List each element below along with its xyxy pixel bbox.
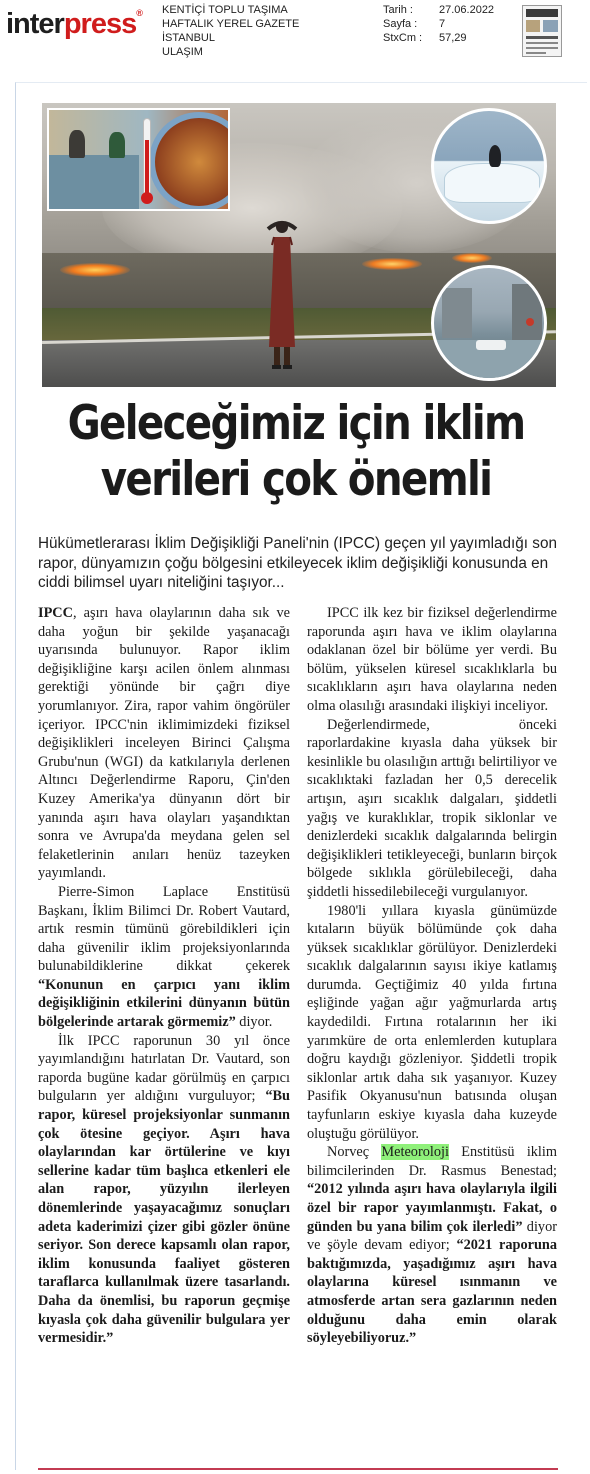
logo-text-accent: press xyxy=(63,8,137,40)
date-value: 27.06.2022 xyxy=(439,4,495,16)
right-column xyxy=(307,604,557,1348)
fire-icon xyxy=(60,263,130,277)
page-row xyxy=(383,17,509,31)
publication-name: KENTİÇİ TOPLU TAŞIMA xyxy=(162,4,288,16)
vautard-quote-2: “Bu rapor, küresel projeksiyonlar sunmanın çok ötesine geçiyor. Aşırı hava olaylarından kar örtülerine ve kıyı sellerine kadar tüm başlıca etkenleri ele alan rapor, yüzyılın ilerleyen dönemlerinde yaşayacağımız sonuçları adeta kaderimizi çizer gibi gözler önüne seriyor. Son derece kapsamlı olan rapor, iklim konusunda faaliyet gösteren taraflarca kullanılmak üzere tasarlandı. Daha da önemlisi, bu raporun geçmişe kıyasla çok daha güvenilir bulgulara yer vermesidir.” xyxy=(38,1088,290,1347)
left-paragraph-3 xyxy=(38,1032,290,1348)
left-p2-text: Pierre-Simon Laplace Enstitüsü Başkanı, İklim Bilimci Dr. Robert Vautard, artık resmin tümünü görebildikleri için daha güvenilir iklim projeksiyonlarında bulunabildiklerine dikkat çekerek xyxy=(38,883,290,975)
page-label: Sayfa : xyxy=(383,18,418,30)
left-p1-text: , aşırı hava olaylarının daha sık ve daha yoğun bir şekilde yaşanacağı uyarısında bulunuyor. Rapor iklim değişikliğine karşı acilen önlem alınması gerektiği yönünde bir çağrı diye yorumlanıyor. Zira, rapor vahim öngörüler içeriyor. IPCC'nin iklimimizdeki fiziksel değişiklikleri inceleyen Birinci Çalışma Grubu'nun (WGI) da katkılarıyla derlenen Altıncı Değerlendirme Raporu, Çin'den Kuzey Amerika'ya dünyanın dört bir yanında aşırı hava olayları yaşandıktan sonra ve Avrupa'da meydana gelen sel felaketlerinin anıları henüz tazeyken yayımlandı. xyxy=(38,605,290,882)
right-paragraph-2: Değerlendirmede, önceki raporlardakine kıyasla daha yüksek bir kesinlikle bu olasılığın arttığı belirtiliyor ve sıcaklıktaki fazladan her 0,5 derecelik artışın, aşırı sıcaklık dalgaları, şiddetli yağış ve kuraklıklar, tropik siklonlar ve denizlerdeki sıcaklık dalgalarında belirgin değişiklikleri tetikleyeceği, bunların birçok bölgede sıklıkla görülebileceği, daha şiddetli hissedilebileceği vurgulanıyor. xyxy=(307,716,557,900)
article-lead: Hükümetlerarası İklim Değişikliği Paneli'nin (IPCC) geçen yıl yayımladığı son rapor, dünyamızın çoğu bölgesini etkileyecek iklim değişikliği konusunda en ciddi bilimsel uyarı niteliğini taşıyor... xyxy=(38,535,557,591)
page-thumbnail[interactable] xyxy=(522,5,562,57)
stxcm-value: 57,29 xyxy=(439,32,467,44)
bottom-rule xyxy=(38,1468,558,1470)
right-p4-mid: Enstitüsü iklim bilimcilerinden Dr. Rasmus Benestad; xyxy=(307,1144,557,1179)
right-paragraph-1: IPCC ilk kez bir fiziksel değerlendirme raporunda aşırı hava ve iklim olaylarına odaklanan özel bir bölüme yer verdi. Bu bölüm, yükselen küresel sıcaklıklarla bu sıcaklıkların aşırı hava olaylarına neden olma olasılığı arasındaki ilişkiyi inceliyor. xyxy=(307,605,557,714)
car-icon xyxy=(476,340,506,350)
woman-figure xyxy=(262,215,302,375)
stop-sign-icon xyxy=(526,318,534,326)
article-headline xyxy=(59,396,534,508)
page-value: 7 xyxy=(439,18,446,30)
clipping-details xyxy=(383,3,509,45)
interpress-logo xyxy=(6,8,142,41)
stxcm-row xyxy=(383,31,509,45)
vautard-quote-1: “Konunun en çarpıcı yanı iklim değişikliğinin etkilerini dünyanın bütün bölgelerinde artarak görmemiz” xyxy=(38,976,290,1031)
headline-line-2: verileri çok önemli xyxy=(100,452,492,507)
publication-city: İSTANBUL xyxy=(162,32,215,44)
penguin-icon xyxy=(489,145,501,167)
meteoroloji-highlight: Meteoroloji xyxy=(381,1144,449,1161)
right-p4-mid2: diyor ve şöyle devam ediyor; xyxy=(307,1218,557,1254)
right-paragraph-4 xyxy=(307,1143,557,1348)
right-paragraph-3: 1980'li yıllara kıyasla günümüzde kıtaların büyük bölümünde çok daha yüksek sıcaklıklar görülüyor. Denizlerdeki sıcaklık dalgalarının sayısı ikiye katlamış durumda. Geçtiğimiz 40 yılda fırtına eşliğinde yağan ağır yağmurlarda artış kaydedildi. Fırtına rotalarının her iki yarımküre de orta enlemlerden kutuplara doğru kaydığı gözleniyor. Şiddetli tropik siklonlar artık daha sık yaşanıyor. Kuzey Pasifik Okyanusu'nun batısında oluşan tayfunların eskiye kıyasla daha kuzeyde oluştuğu görülüyor. xyxy=(307,902,557,1142)
headline-line-1: Geleceğimiz için iklim xyxy=(67,396,525,451)
flood-street-inset xyxy=(431,265,547,381)
left-p3-text: İlk IPCC raporunun 30 yıl önce yayımlandığını hatırlatan Dr. Vautard, son raporda bugüne kadar görülmüş en çarpıcı bulguların yer aldığını vurguluyor; xyxy=(38,1032,290,1105)
date-label: Tarih : xyxy=(383,4,413,16)
left-paragraph-2 xyxy=(38,883,290,1032)
logo-registered-mark: ® xyxy=(136,8,142,18)
clipping-header xyxy=(0,0,590,80)
ipcc-lead-word: IPCC xyxy=(38,605,73,621)
date-row xyxy=(383,3,509,17)
publication-type: HAFTALIK YEREL GAZETE xyxy=(162,18,300,30)
benestad-quote-2: “2021 raporuna baktığımızda, yaşadığımız aşırı hava olaylarına küresel ısınmanın ve atmosferde artan sera gazlarının neden olduğunu daha emin olarak söyleyebiliyoruz.” xyxy=(307,1237,557,1347)
publication-info xyxy=(162,3,299,59)
thermometer-inset xyxy=(47,108,230,211)
left-column xyxy=(38,604,290,1348)
penguin-iceberg-inset xyxy=(431,108,547,224)
publication-category: ULAŞIM xyxy=(162,46,203,58)
benestad-quote-1: “2012 yılında aşırı hava olaylarıyla ilgili özel bir rapor yayımlanmıştı. Fakat, o günden bu yana bilim çok ilerledi” xyxy=(307,1181,557,1235)
right-p4-start: Norveç xyxy=(327,1144,382,1161)
left-p2-end: diyor. xyxy=(235,1014,273,1031)
left-paragraph-1 xyxy=(38,604,290,883)
stxcm-label: StxCm : xyxy=(383,32,423,44)
logo-text-main: inter xyxy=(6,8,64,40)
